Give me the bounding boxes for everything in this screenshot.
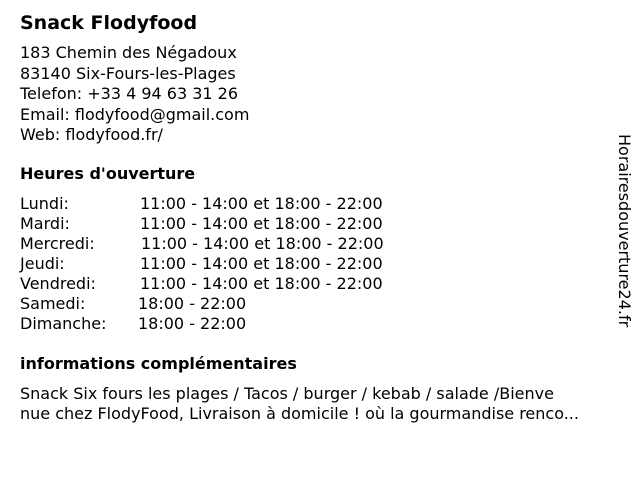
business-name: Snack Flodyfood bbox=[20, 12, 198, 34]
website[interactable]: Web: flodyfood.fr/ bbox=[20, 125, 163, 144]
address-street: 183 Chemin des Négadoux bbox=[20, 43, 237, 62]
address-city: 83140 Six-Fours-les-Plages bbox=[20, 63, 236, 83]
hours-title: Heures d'ouverture bbox=[20, 164, 196, 183]
time-range: 11:00 - 14:00 et 18:00 - 22:00 bbox=[140, 214, 383, 233]
day-label: Dimanche: bbox=[20, 314, 107, 333]
watermark-text: Horairesdouverture24.fr bbox=[615, 134, 634, 328]
time-range: 18:00 - 22:00 bbox=[138, 294, 247, 313]
description-line: Snack Six fours les plages / Tacos / burger / kebab / salade /Bienve bbox=[20, 384, 554, 403]
time-range: 18:00 - 22:00 bbox=[138, 314, 247, 333]
description-line: nue chez FlodyFood, Livraison à domicile ! où la gourmandise renco... bbox=[20, 404, 579, 423]
time-range: 11:00 - 14:00 et 18:00 - 22:00 bbox=[140, 274, 383, 293]
contact-block bbox=[20, 43, 249, 146]
phone-number[interactable]: Telefon: +33 4 94 63 31 26 bbox=[20, 84, 239, 103]
email-address[interactable]: Email: flodyfood@gmail.com bbox=[20, 104, 250, 124]
time-range: 11:00 - 14:00 et 18:00 - 22:00 bbox=[141, 234, 384, 253]
day-label: Samedi: bbox=[20, 294, 86, 313]
time-range: 11:00 - 14:00 et 18:00 - 22:00 bbox=[140, 254, 383, 273]
info-title: informations complémentaires bbox=[20, 354, 297, 373]
day-label: Jeudi: bbox=[20, 254, 65, 273]
day-label: Vendredi: bbox=[20, 274, 96, 293]
day-label: Lundi: bbox=[20, 194, 69, 213]
day-label: Mardi: bbox=[20, 214, 70, 233]
description bbox=[20, 384, 630, 424]
watermark bbox=[612, 134, 636, 346]
day-label: Mercredi: bbox=[20, 234, 95, 253]
time-range: 11:00 - 14:00 et 18:00 - 22:00 bbox=[140, 194, 383, 213]
